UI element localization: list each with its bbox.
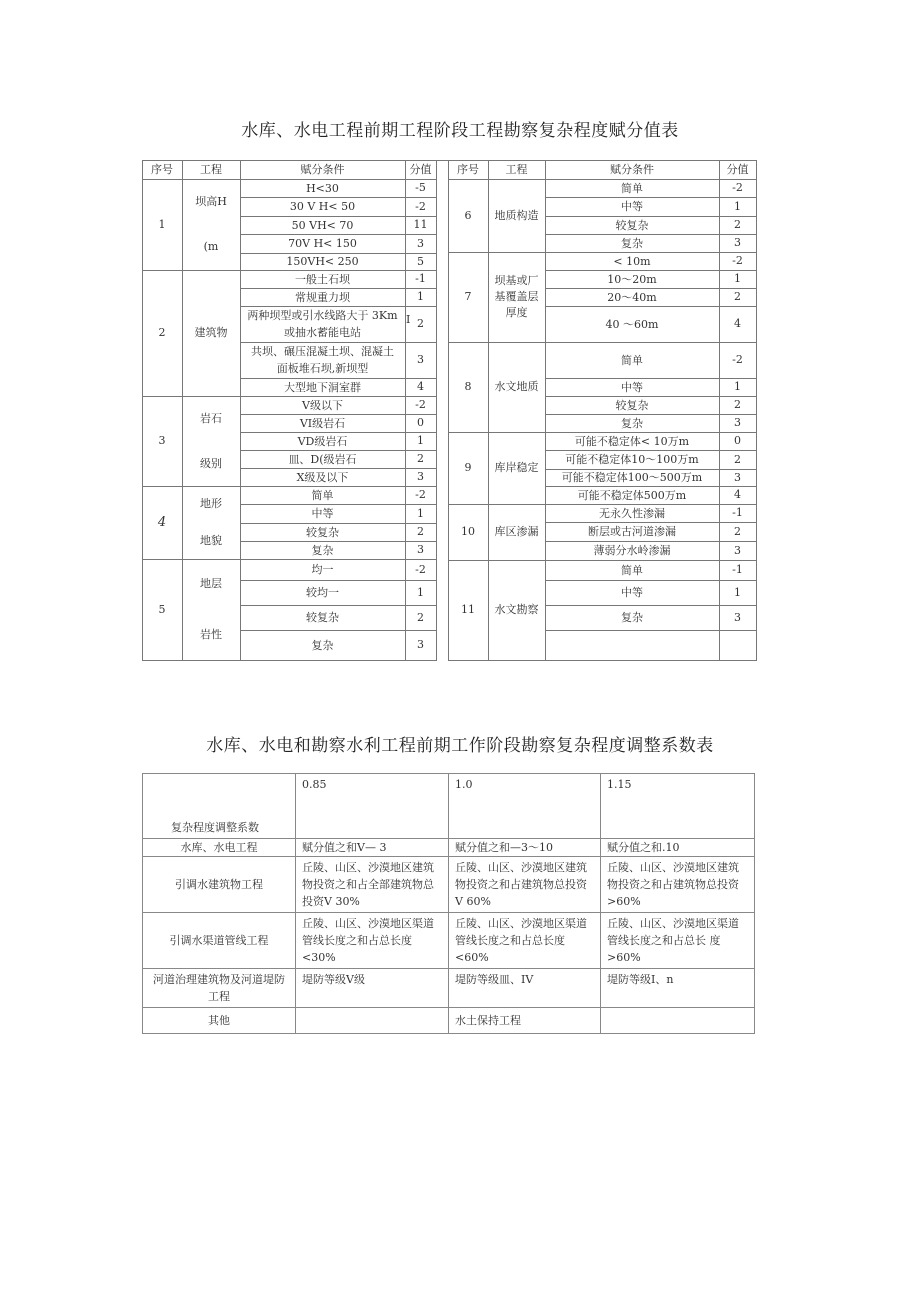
condition-cell: 复杂 [311,638,334,652]
condition-cell: 中等 [311,507,334,520]
score-cell: 4 [734,317,741,330]
score-cell: 3 [417,353,424,366]
score-cell: -2 [732,181,743,194]
group-name: 库岸稳定 [494,461,539,474]
condition-cell: 皿、D(级岩石 [288,452,357,466]
group-number: 6 [464,208,472,222]
condition-cell: 薄弱分水岭渗漏 [593,544,671,557]
condition-cell: 大型地下洞室群 [284,380,361,394]
condition-cell: 简单 [621,563,643,577]
table-row: 其他 水土保持工程 [143,1008,755,1034]
header-condition: 赋分条件 [610,162,654,176]
score-cell: 2 [417,452,424,465]
condition-cell: < 10m [613,254,651,268]
header-no: 序号 [151,162,173,176]
coefficient-header-row [143,774,755,839]
score-cell: -5 [415,181,426,194]
score-cell: 3 [734,416,741,429]
score-cell: 3 [734,236,741,249]
table-row: 引调水建筑物工程 丘陵、山区、沙漠地区建筑物投资之和占全部建筑物总投资V 30% 丘陵、山区、沙漠地区建筑物投资之和占建筑物总投资V 60% 丘陵、山区、沙漠地区建筑物投资之和占建筑物总投资>60% [143,857,755,913]
condition-cell: 简单 [311,488,334,502]
score-cell: 5 [417,254,424,268]
score-cell: 2 I [406,313,424,330]
condition-cell: 断层或古河道渗漏 [588,525,676,538]
condition-cell: 常规重力坝 [295,290,350,304]
group-number: 11 [461,603,475,616]
header-score: 分值 [409,162,432,176]
score-cell: 4 [417,380,424,393]
table2-title: 水库、水电和勘察水利工程前期工作阶段勘察复杂程度调整系数表 [206,736,714,756]
condition-cell: 70V H< 150 [288,237,357,250]
table1-title: 水库、水电工程前期工程阶段工程勘察复杂程度赋分值表 [241,121,679,141]
condition-cell: 20～40m [607,290,657,304]
header-condition: 赋分条件 [300,162,345,176]
condition-cell: 40 ～60m [605,317,659,331]
coefficient-1.15: 1.15 [601,774,755,839]
condition-cell: 10～20m [607,272,657,286]
score-cell: 2 [734,290,741,303]
condition-cell: 一般土石坝 [295,272,350,286]
condition-cell: 均一 [311,563,334,576]
score-cell: 0 [417,416,424,429]
score-cell: 2 [417,525,424,538]
condition-cell: 150VH< 250 [286,255,359,268]
score-cell: -1 [732,506,743,519]
score-cell: 3 [734,610,741,624]
condition-cell: 可能不稳定体500万m [577,488,687,502]
group-name: 坝基或厂 基覆盖层 厚度 [494,274,539,319]
condition-cell: 简单 [621,181,643,195]
condition-cell: 较复杂 [615,398,649,412]
condition-cell: 复杂 [621,236,643,250]
group-number: 8 [464,380,472,393]
table-row: 河道治理建筑物及河道堤防工程 堤防等级V级 堤防等级皿、IV 堤防等级I、n [143,969,755,1008]
score-cell: -2 [415,398,426,411]
header-no: 序号 [457,162,479,176]
coefficient-1.0: 1.0 [449,774,601,839]
condition-cell: 中等 [621,380,643,394]
group-name: 岩石 级别 [200,411,222,470]
score-cell: 1 [417,506,424,520]
condition-cell: 简单 [621,353,643,367]
coefficient-0.85: 0.85 [296,774,449,839]
condition-cell: H<30 [306,181,339,195]
group-number: 4 [157,514,167,530]
group-name: 地层 岩性 [200,577,222,641]
header-project: 工程 [200,162,222,176]
condition-cell [545,630,719,660]
score-cell: 1 [734,199,741,213]
score-cell: 1 [417,290,424,303]
group-name: 地质构造 [494,208,539,222]
score-cell: 3 [417,470,424,483]
score-cell: -1 [415,272,426,285]
group-name: 建筑物 [194,326,228,339]
score-cell: -2 [732,353,743,366]
condition-cell: 可能不稳定体< 10万m [574,434,690,448]
condition-cell: 无永久性渗漏 [599,506,665,520]
score-cell: 2 [417,610,424,624]
score-cell [719,630,756,660]
condition-cell: 复杂 [311,543,334,557]
score-cell: 3 [734,543,741,557]
score-cell: 1 [417,434,424,447]
score-cell: 2 [734,218,741,231]
score-cell: 3 [734,470,741,484]
score-cell: 4 [734,488,741,501]
condition-cell: 较复杂 [615,218,649,232]
score-cell: 0 [734,434,741,447]
score-cell: 1 [734,585,741,599]
condition-cell: 可能不稳定体10～100万m [565,453,699,466]
condition-cell: X级及以下 [296,470,349,484]
group-number: 3 [158,434,166,447]
score-cell: 2 [734,452,741,466]
group-number: 1 [158,217,166,231]
condition-cell: VI级岩石 [299,416,346,430]
table-row: 引调水渠道管线工程 丘陵、山区、沙漠地区渠道管线长度之和占总长度<30% 丘陵、山区、沙漠地区渠道管线长度之和占总长度<60% 丘陵、山区、沙漠地区渠道管线长度之和占总长 度>60% [143,913,755,969]
condition-cell: 50 VH< 70 [291,218,354,232]
score-cell: -2 [415,199,426,213]
score-cell: 3 [417,638,424,651]
score-cell: 3 [417,543,424,556]
score-cell: 2 [734,398,741,411]
group-name: 水文勘察 [494,603,539,616]
group-number: 5 [158,602,166,616]
score-cell: 1 [734,272,741,285]
header-label: 复杂程度调整系数 [143,774,296,839]
group-number: 10 [461,525,475,538]
group-name: 地形 地貌 [200,497,222,547]
group-number: 9 [464,461,472,474]
condition-cell: 较复杂 [306,611,339,624]
score-cell: 2 [734,524,741,538]
condition-cell: 中等 [621,200,643,213]
scoring-table [142,160,756,662]
group-name: 水文地质 [494,380,539,393]
group-number: 2 [158,326,166,339]
score-cell: 1 [417,585,424,599]
condition-cell: 可能不稳定体100～500万m [561,471,703,484]
condition-cell: 30 V H< 50 [289,200,356,213]
group-name: 坝高H (m [195,194,227,254]
condition-cell: 中等 [621,586,643,599]
group-number: 7 [464,290,472,303]
condition-cell: VD级岩石 [297,434,348,448]
score-cell: -2 [415,488,426,501]
condition-cell: 较复杂 [306,525,339,539]
score-cell: 11 [413,218,428,231]
score-cell: -1 [732,563,743,576]
condition-cell: 复杂 [621,611,643,624]
condition-cell: 较均一 [306,586,339,599]
score-cell: -2 [732,254,743,267]
condition-cell: V级以下 [302,398,343,412]
adjustment-coefficient-table [142,773,755,1034]
table-row: 水库、水电工程 赋分值之和V— 3 赋分值之和—3～10 赋分值之和.10 [143,839,755,857]
condition-cell: 复杂 [621,416,643,430]
header-project: 工程 [505,162,528,176]
condition-cell: 共坝、碾压混凝土坝、混凝土 面板堆石坝,新坝型 [251,345,394,375]
group-name: 库区渗漏 [494,525,539,538]
condition-cell: 两种坝型或引水线路大于 3Km 或抽水蓄能电站 [247,309,398,339]
header-score: 分值 [726,162,749,176]
score-cell: 1 [734,380,741,393]
score-cell: -2 [415,562,426,576]
score-cell: 3 [417,236,424,250]
